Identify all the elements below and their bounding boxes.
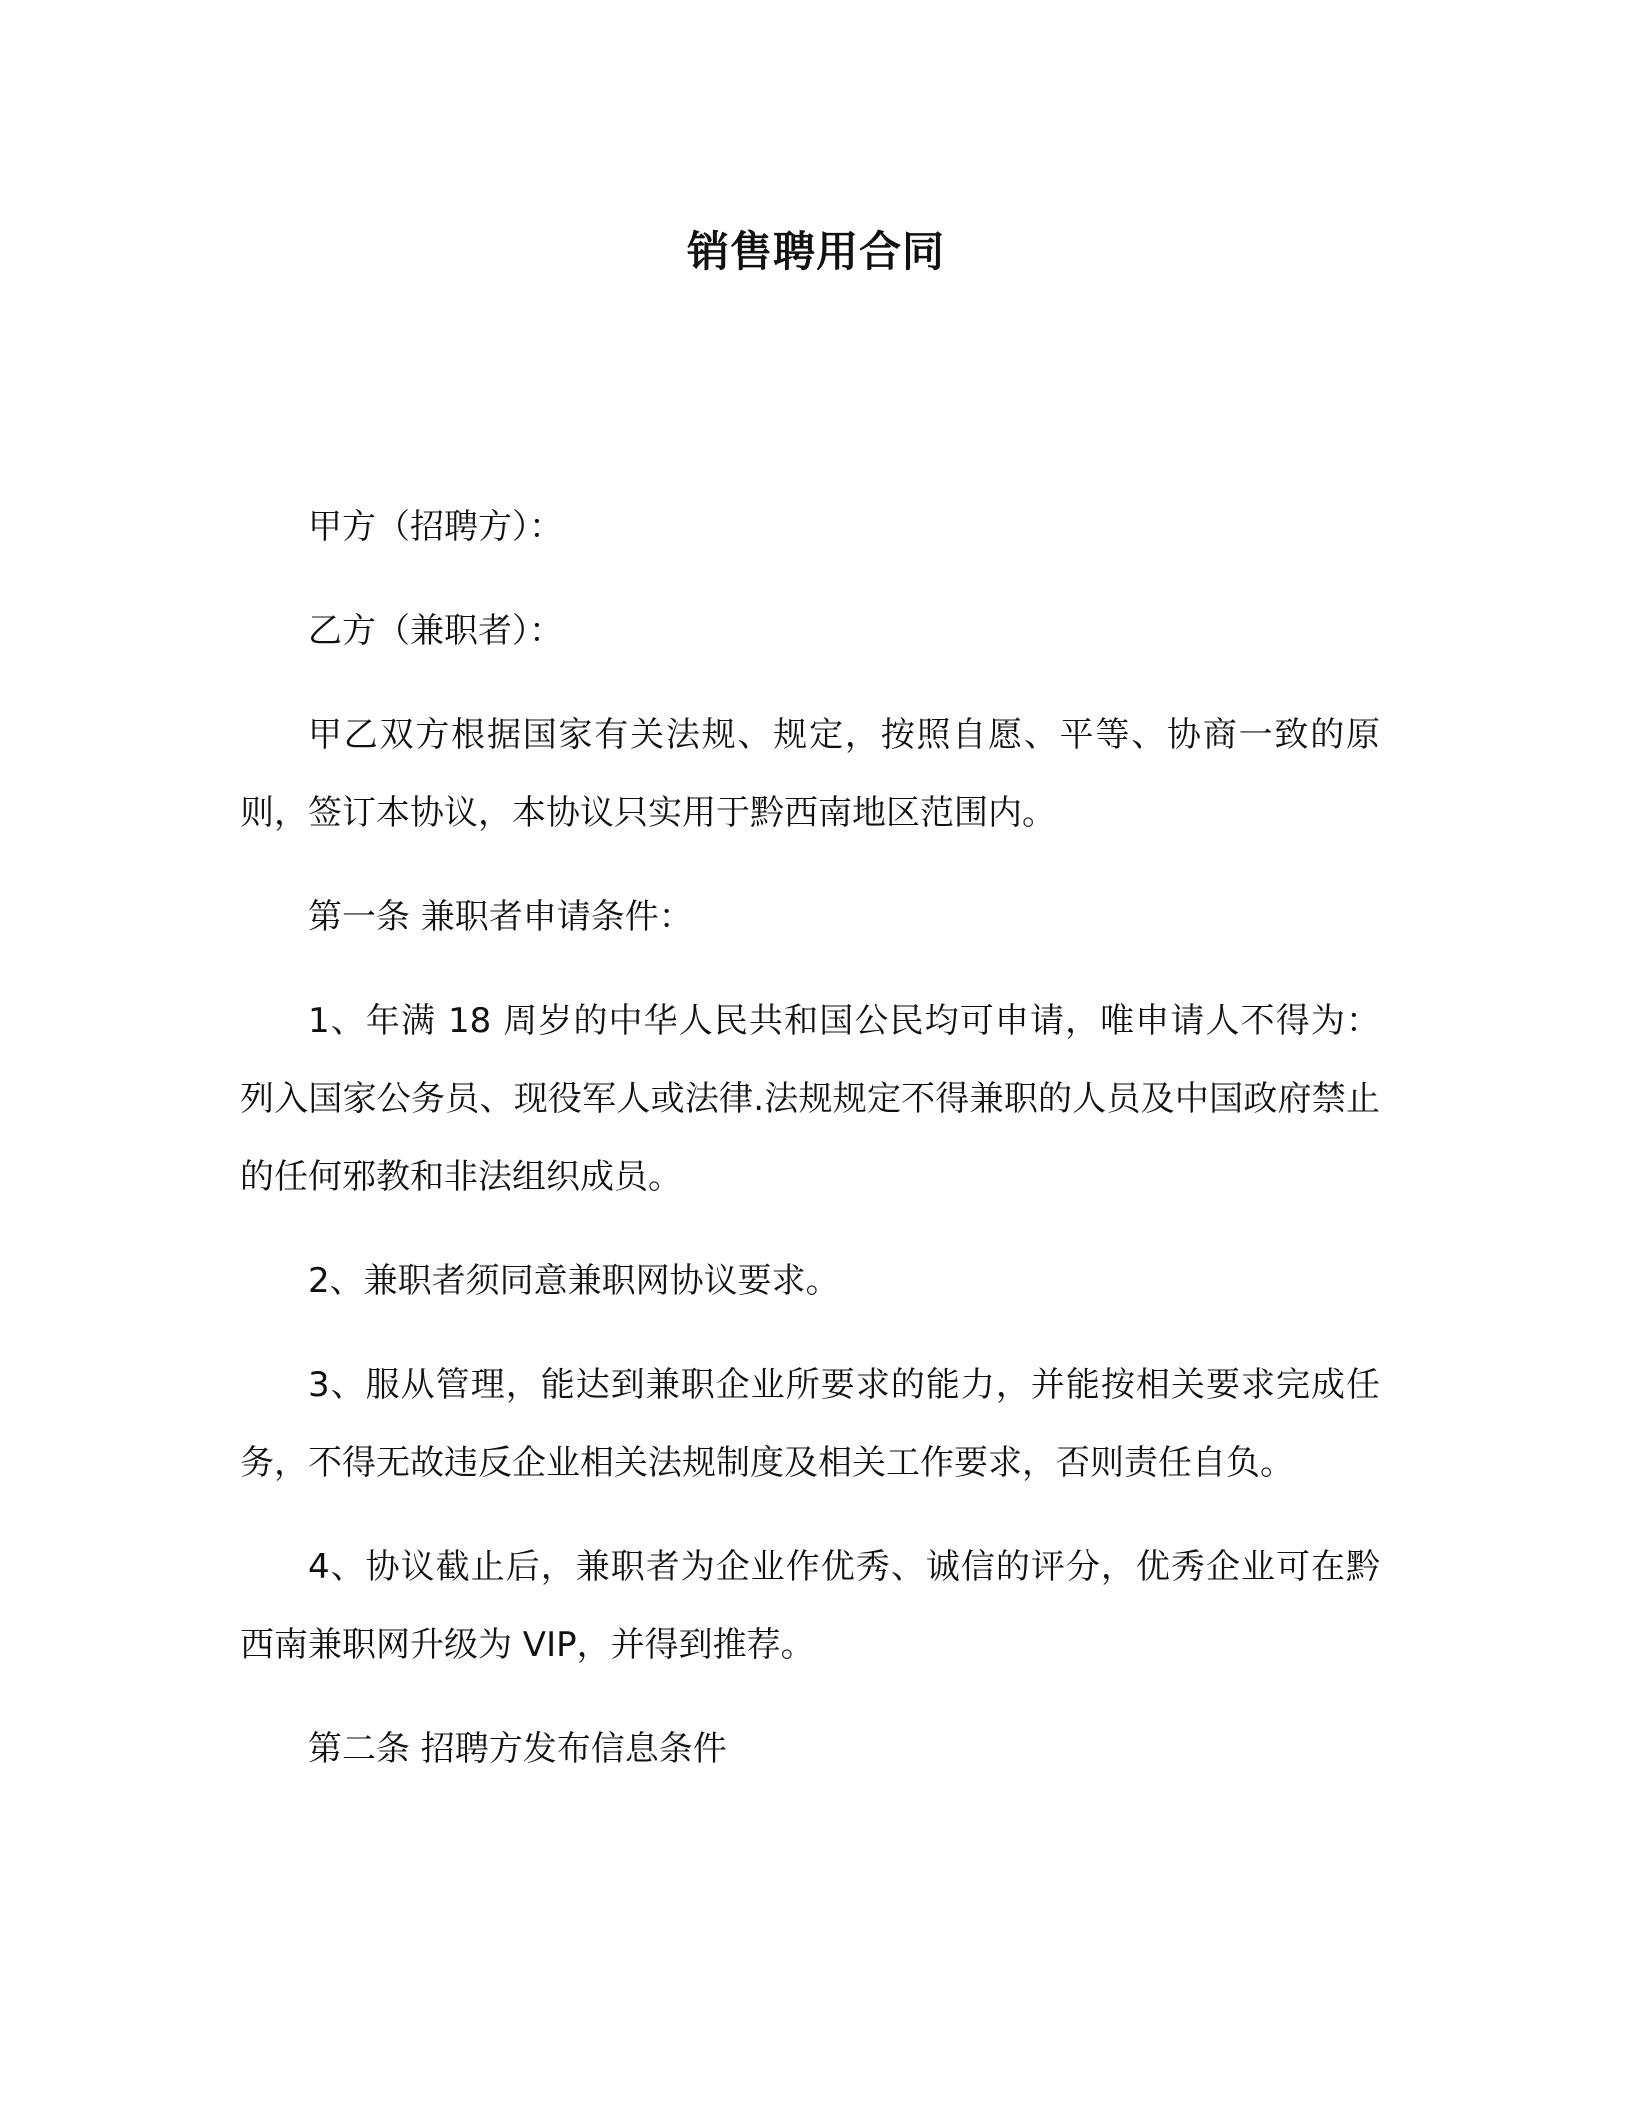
document-body — [240, 488, 1380, 1814]
article-1-clause-2: 2、兼职者须同意兼职网协议要求。 — [308, 1261, 840, 1301]
article-2-heading: 第二条 招聘方发布信息条件 — [308, 1729, 727, 1769]
article-1-clause-3: 3、服从管理，能达到兼职企业所要求的能力，并能按相关要求完成任务，不得无故违反企业相关法规制度及相关工作要求，否则责任自负。 — [240, 1365, 1380, 1483]
party-a-line: 甲方（招聘方）： — [308, 507, 563, 547]
party-b-line: 乙方（兼职者）： — [308, 611, 563, 651]
article-1-clause-4: 4、协议截止后，兼职者为企业作优秀、诚信的评分，优秀企业可在黔西南兼职网升级为 VIP，并得到推荐。 — [240, 1547, 1380, 1665]
article-1-heading: 第一条 兼职者申请条件： — [308, 897, 693, 937]
article-1-clause-1: 1、年满 18 周岁的中华人民共和国公民均可申请，唯申请人不得为：列入国家公务员、现役军人或法律.法规规定不得兼职的人员及中国政府禁止的任何邪教和非法组织成员。 — [240, 1001, 1380, 1197]
preamble-paragraph: 甲乙双方根据国家有关法规、规定，按照自愿、平等、协商一致的原则，签订本协议，本协议只实用于黔西南地区范围内。 — [240, 715, 1380, 833]
document-title: 销售聘用合同 — [686, 227, 945, 276]
